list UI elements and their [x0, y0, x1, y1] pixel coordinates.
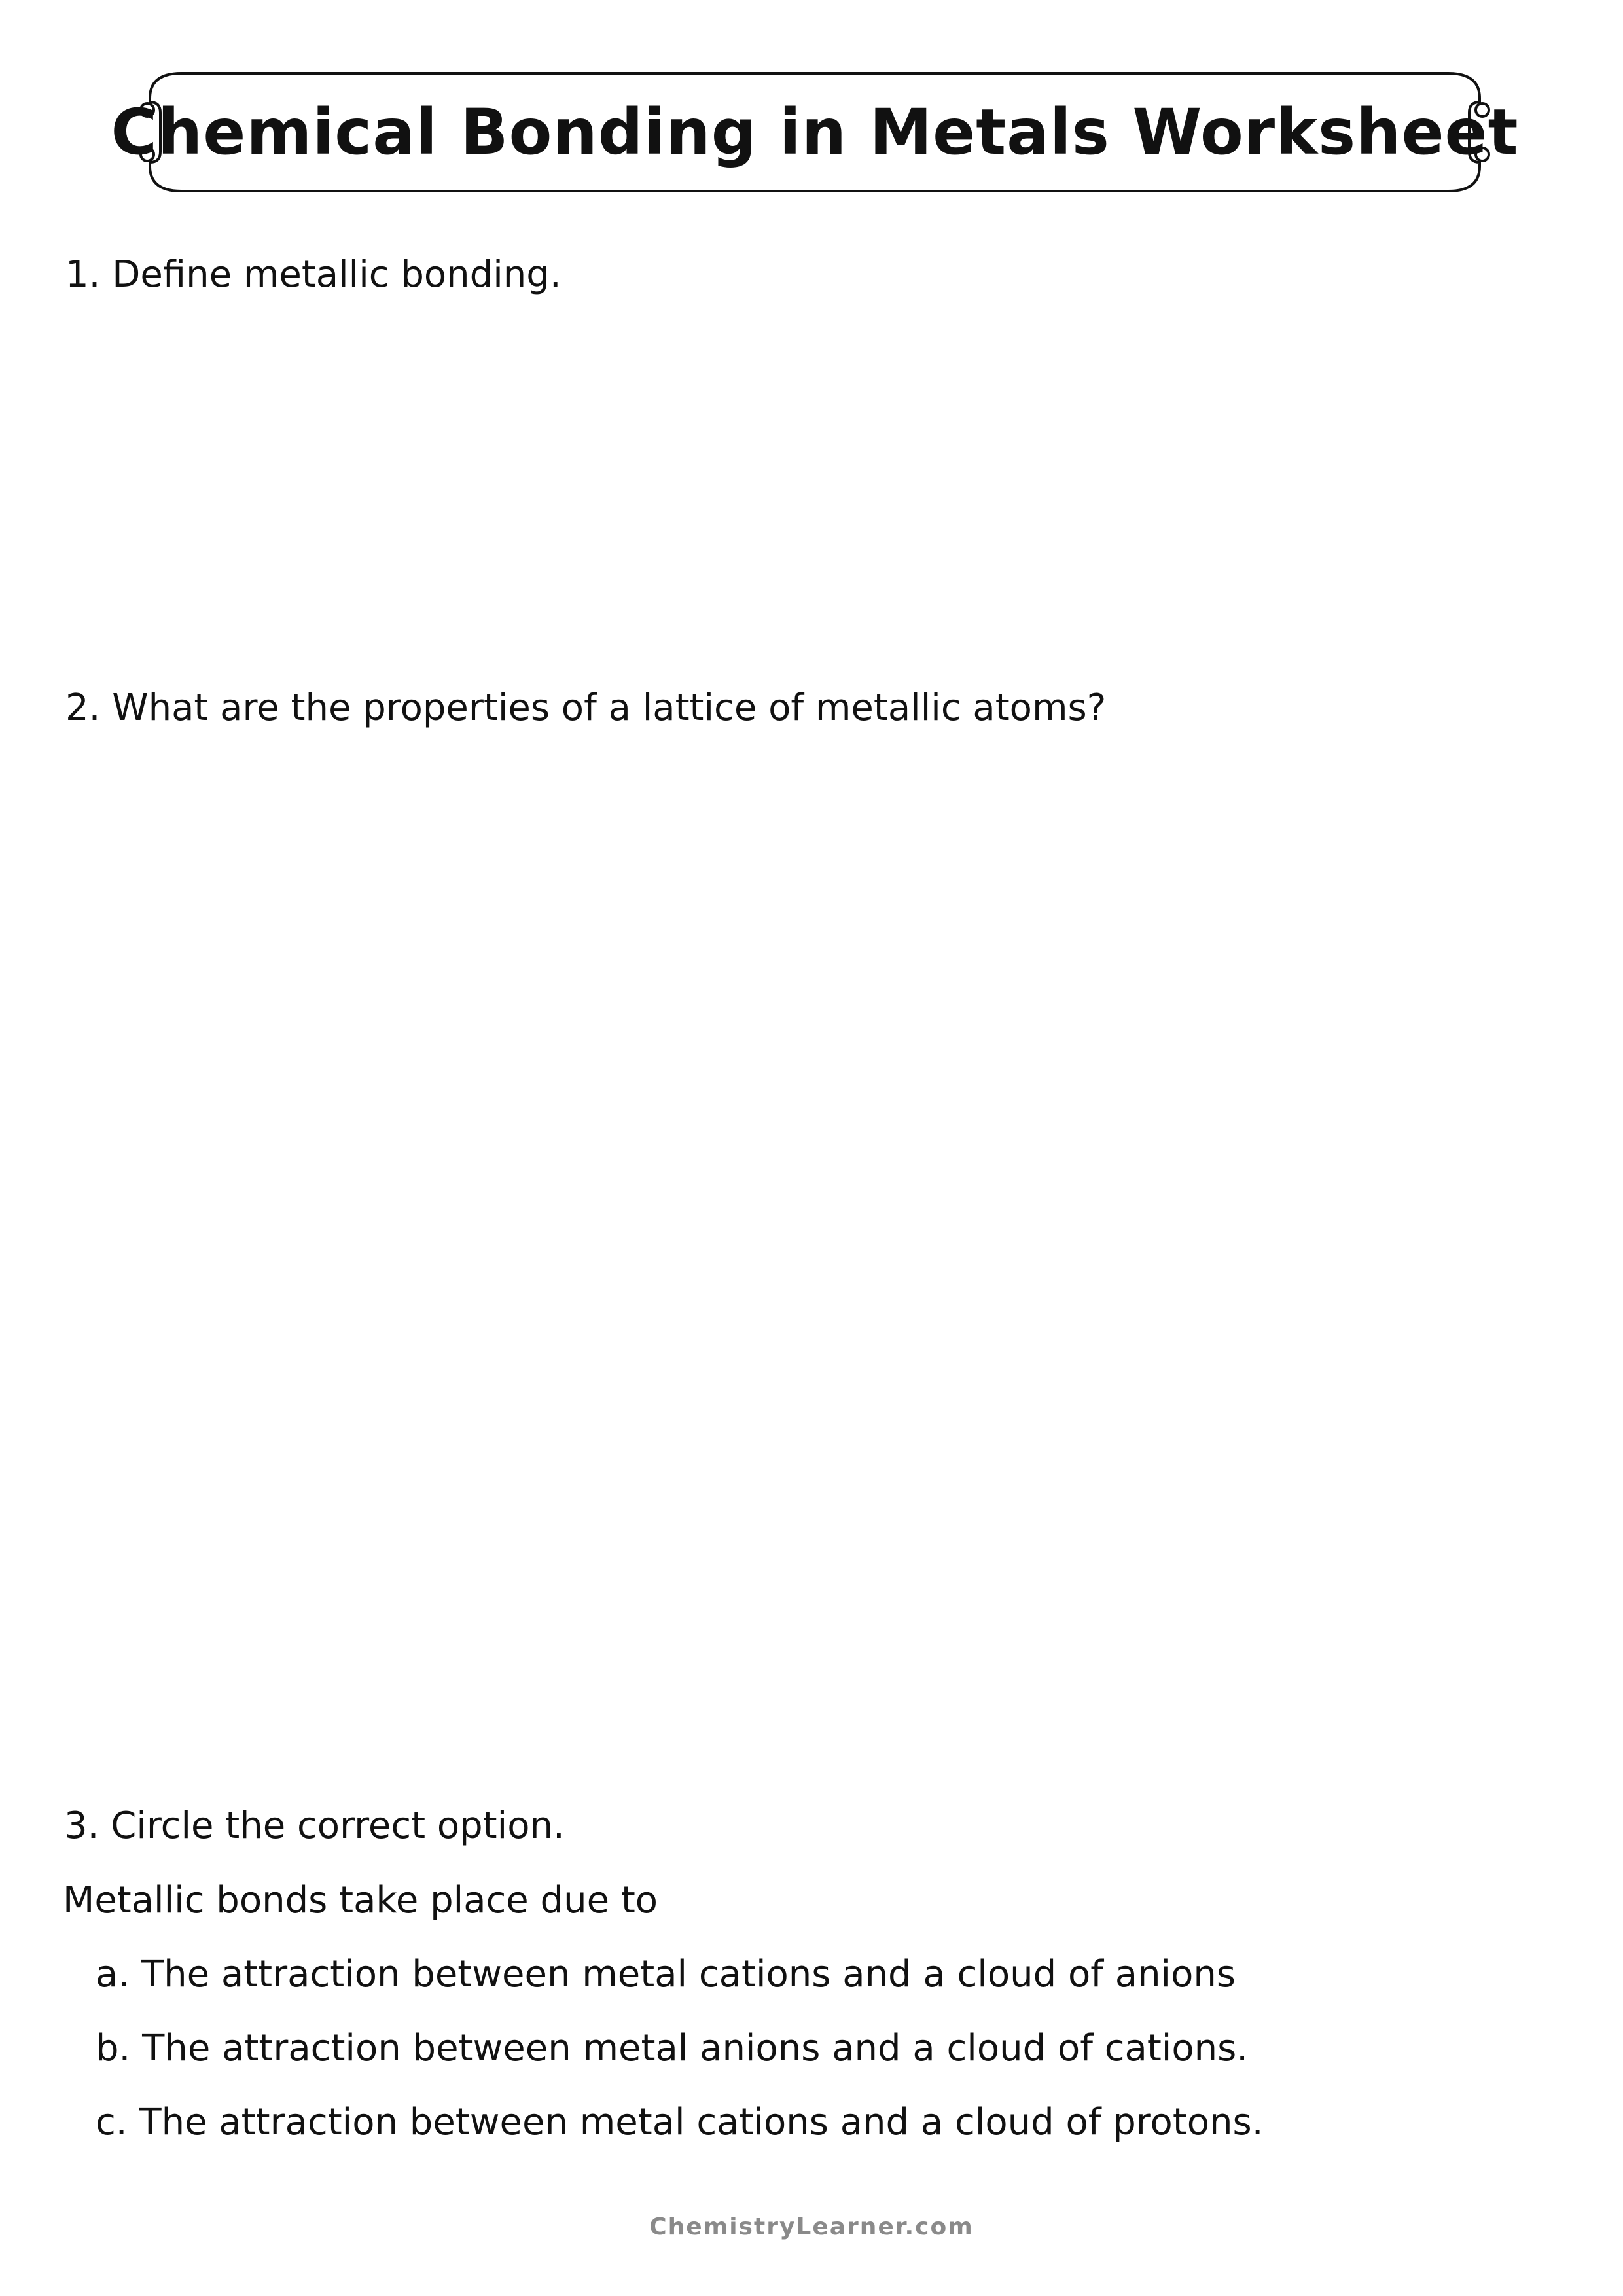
- question-3: 3. Circle the correct option.: [64, 1804, 565, 1847]
- footer-brand: ChemistryLearner.com: [649, 2214, 974, 2240]
- option-c[interactable]: c. The attraction between metal cations and a cloud of protons.: [96, 2101, 1264, 2144]
- question-3-stem: Metallic bonds take place due to: [63, 1879, 658, 1922]
- option-b[interactable]: b. The attraction between metal anions and a cloud of cations.: [96, 2027, 1249, 2070]
- title-banner: [111, 68, 1519, 196]
- page-title: Chemical Bonding in Metals Worksheet: [111, 96, 1519, 169]
- option-a[interactable]: a. The attraction between metal cations and a cloud of anions: [96, 1953, 1236, 1996]
- question-1: 1. Define metallic bonding.: [65, 253, 562, 296]
- question-2: 2. What are the properties of a lattice of metallic atoms?: [65, 687, 1107, 729]
